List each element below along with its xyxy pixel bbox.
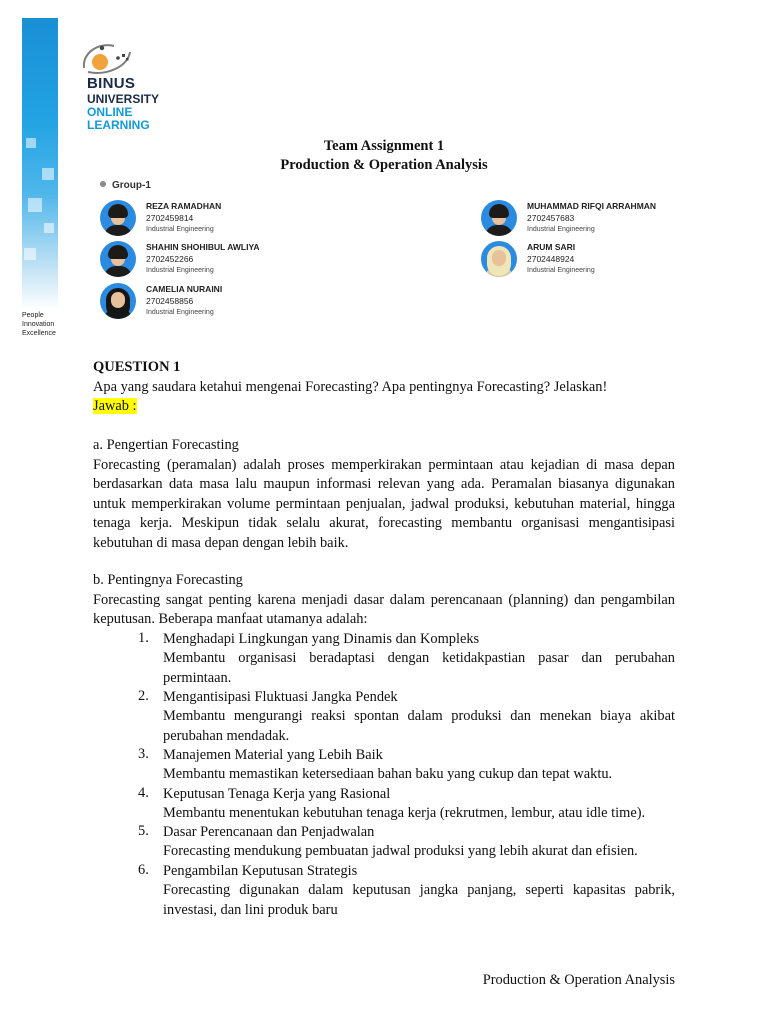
logo-line: LEARNING (87, 118, 150, 132)
document-subtitle: Production & Operation Analysis (280, 157, 488, 173)
list-item-desc: Membantu organisasi beradaptasi dengan ketidakpastian pasar dan perubahan permintaan. (163, 650, 675, 686)
avatar (100, 200, 136, 236)
tagline (22, 311, 56, 338)
list-item-desc: Forecasting mendukung pembuatan jadwal produksi yang lebih akurat dan efisien. (163, 843, 638, 860)
member-dept: Industrial Engineering (146, 267, 214, 274)
member-dept: Industrial Engineering (146, 226, 214, 233)
list-item (163, 785, 675, 824)
question-text: Apa yang saudara ketahui mengenai Forecasting? Apa pentingnya Forecasting? Jelaskan! (93, 379, 608, 395)
list-item-desc: Forecasting digunakan dalam keputusan jangka panjang, seperti kapasitas pabrik, investasi, dan lini produk baru (163, 882, 675, 918)
member-id: 2702457683 (527, 213, 575, 223)
list-item-title: Mengantisipasi Fluktuasi Jangka Pendek (163, 689, 398, 705)
list-item-desc: Membantu menentukan kebutuhan tenaga kerja (rekrutmen, lembur, atau idle time). (163, 805, 646, 822)
member-card (100, 283, 400, 323)
member-name: MUHAMMAD RIFQI ARRAHMAN (527, 201, 657, 211)
page-footer: Production & Operation Analysis (482, 972, 675, 988)
list-number: 6. (138, 862, 149, 878)
member-card (100, 200, 400, 240)
list-item (163, 688, 675, 746)
list-item (163, 630, 675, 688)
list-number: 3. (138, 746, 149, 762)
member-id: 2702452266 (146, 254, 194, 264)
section-b-heading: b. Pentingnya Forecasting (93, 572, 243, 588)
list-number: 2. (138, 688, 149, 704)
member-dept: Industrial Engineering (527, 267, 595, 274)
list-number: 5. (138, 823, 149, 839)
avatar (481, 200, 517, 236)
member-name: CAMELIA NURAINI (146, 284, 223, 294)
member-name: ARUM SARI (527, 242, 576, 252)
list-item-desc: Membantu mengurangi reaksi spontan dalam produksi dan menekan biaya akibat perubahan mendadak. (163, 708, 675, 744)
logo-line: ONLINE (87, 105, 133, 119)
list-number: 1. (138, 630, 149, 646)
question-title: QUESTION 1 (93, 359, 181, 375)
member-id: 2702459814 (146, 213, 194, 223)
member-dept: Industrial Engineering (527, 226, 595, 233)
avatar (100, 283, 136, 319)
member-id: 2702448924 (527, 254, 575, 264)
bullet-icon (100, 181, 106, 187)
logo-line: BINUS (87, 75, 136, 92)
section-a-body: Forecasting (peramalan) adalah proses memperkirakan permintaan atau kejadian di masa depan berdasarkan data masa lalu maupun informasi relevan yang ada. Peramalan biasanya digunakan untuk memperkirakan volume permintaan penjualan, jadwal produksi, kebutuhan material, hingga tenaga kerja. Meskipun tidak selalu akurat, forecasting membantu organisasi mengantisipasi kebutuhan di masa depan dengan lebih baik. (93, 457, 675, 551)
list-number: 4. (138, 785, 149, 801)
list-item (163, 746, 675, 785)
member-card (481, 241, 768, 281)
section-a-heading: a. Pengertian Forecasting (93, 437, 239, 453)
answer-label: Jawab : (93, 398, 137, 414)
list-item (163, 823, 675, 862)
list-item-desc: Membantu memastikan ketersediaan bahan baku yang cukup dan tepat waktu. (163, 766, 613, 783)
document-title: Team Assignment 1 (323, 138, 445, 154)
list-item-title: Dasar Perencanaan dan Penjadwalan (163, 824, 375, 840)
list-item-title: Pengambilan Keputusan Strategis (163, 863, 358, 879)
member-card (481, 200, 768, 240)
member-dept: Industrial Engineering (146, 309, 214, 316)
member-id: 2702458856 (146, 296, 194, 306)
list-item (163, 862, 675, 920)
binus-logo (78, 38, 208, 138)
tagline-line: Innovation (22, 321, 55, 328)
list-item-title: Menghadapi Lingkungan yang Dinamis dan Kompleks (163, 631, 480, 647)
group-label (100, 180, 151, 191)
logo-mark-icon (78, 38, 138, 78)
tagline-line: People (22, 312, 44, 319)
member-name: REZA RAMADHAN (146, 201, 222, 211)
member-card (100, 241, 400, 281)
list-item-title: Keputusan Tenaga Kerja yang Rasional (163, 786, 391, 802)
section-b-body: Forecasting sangat penting karena menjadi dasar dalam perencanaan (planning) dan pengambilan keputusan. Beberapa manfaat utamanya adalah: (93, 592, 675, 628)
member-name: SHAHIN SHOHIBUL AWLIYA (146, 242, 260, 252)
tagline-line: Excellence (22, 330, 56, 337)
avatar (100, 241, 136, 277)
list-item-title: Manajemen Material yang Lebih Baik (163, 747, 383, 763)
avatar (481, 241, 517, 277)
group-label-text: Group-1 (112, 180, 151, 191)
logo-line: UNIVERSITY (87, 92, 160, 106)
